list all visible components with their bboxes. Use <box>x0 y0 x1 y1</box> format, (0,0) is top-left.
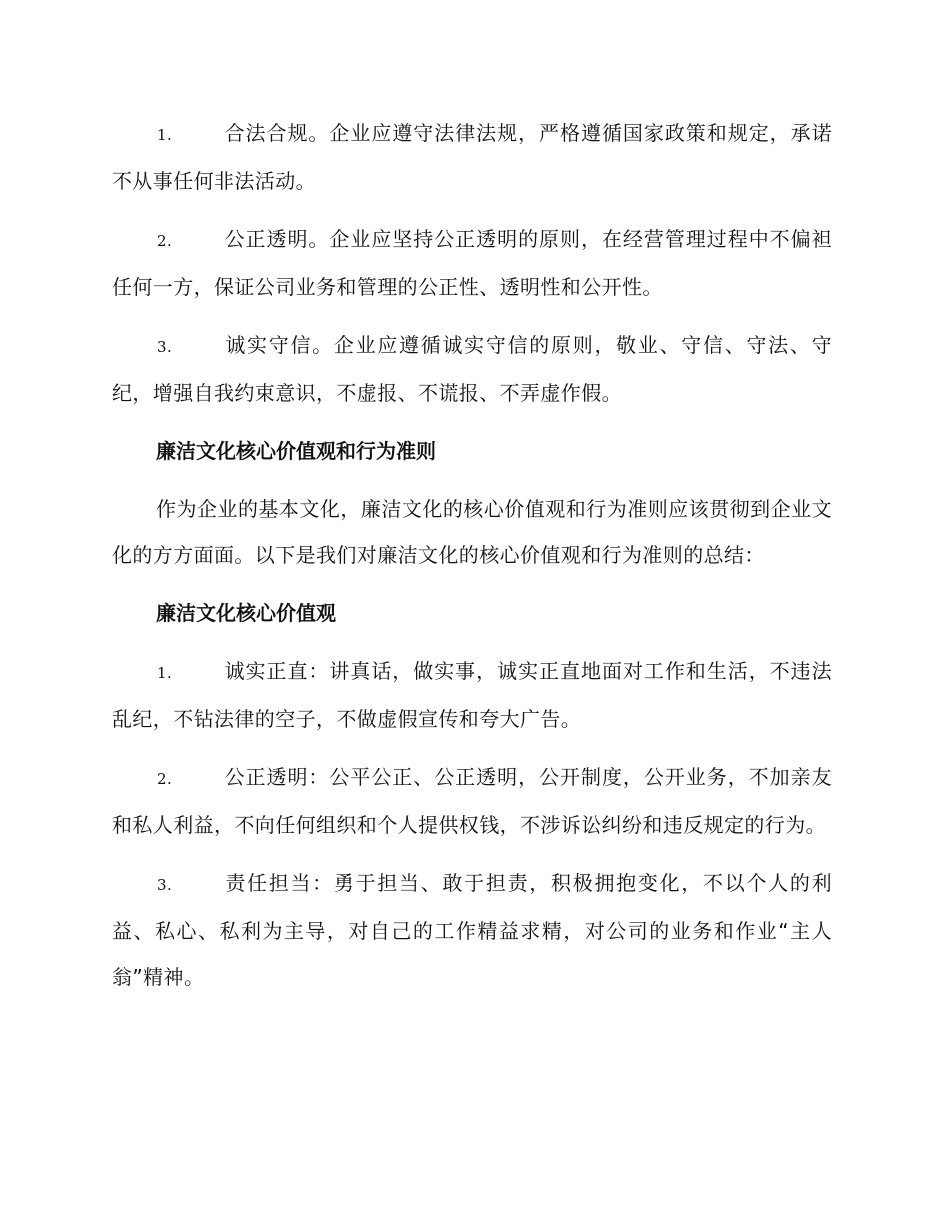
list-number: 1. <box>157 664 173 682</box>
list-number: 2. <box>157 232 173 250</box>
list-item-text: 公正透明。企业应坚持公正透明的原则，在经营管理过程中不偏袒任何一方，保证公司业务和管理的公正性、透明性和公开性。 <box>112 227 832 299</box>
section-heading-values-and-conduct: 廉洁文化核心价值观和行为准则 <box>156 439 436 463</box>
list-number: 1. <box>157 126 173 144</box>
list-item <box>112 110 832 204</box>
list-item-text: 诚实正直：讲真话，做实事，诚实正直地面对工作和生活，不违法乱纪，不钻法律的空子，不做虚假宣传和夸大广告。 <box>112 659 832 731</box>
list-item-text: 公正透明：公平公正、公正透明，公开制度，公开业务，不加亲友和私人利益，不向任何组织和个人提供权钱，不涉诉讼纠纷和违反规定的行为。 <box>112 765 832 837</box>
section-heading-core-values: 廉洁文化核心价值观 <box>156 601 336 625</box>
document-page <box>112 110 832 1012</box>
list-item-text: 合法合规。企业应遵守法律法规，严格遵循国家政策和规定，承诺不从事任何非法活动。 <box>112 121 832 193</box>
list-item <box>112 860 832 1000</box>
list-number: 3. <box>157 876 173 894</box>
list-item <box>112 216 832 310</box>
list-item <box>112 648 832 742</box>
list-number: 2. <box>157 770 173 788</box>
list-item <box>112 754 832 848</box>
intro-paragraph: 作为企业的基本文化，廉洁文化的核心价值观和行为准则应该贯彻到企业文化的方方面面。以下是我们对廉洁文化的核心价值观和行为准则的总结： <box>112 497 832 567</box>
list-item-text: 责任担当：勇于担当、敢于担责，积极拥抱变化，不以个人的利益、私心、私利为主导，对自己的工作精益求精，对公司的业务和作业“主人翁”精神。 <box>112 871 832 989</box>
list-item-text: 诚实守信。企业应遵循诚实守信的原则，敬业、守信、守法、守纪，增强自我约束意识，不虚报、不谎报、不弄虚作假。 <box>112 333 832 405</box>
list-item <box>112 322 832 416</box>
list-number: 3. <box>157 338 173 356</box>
